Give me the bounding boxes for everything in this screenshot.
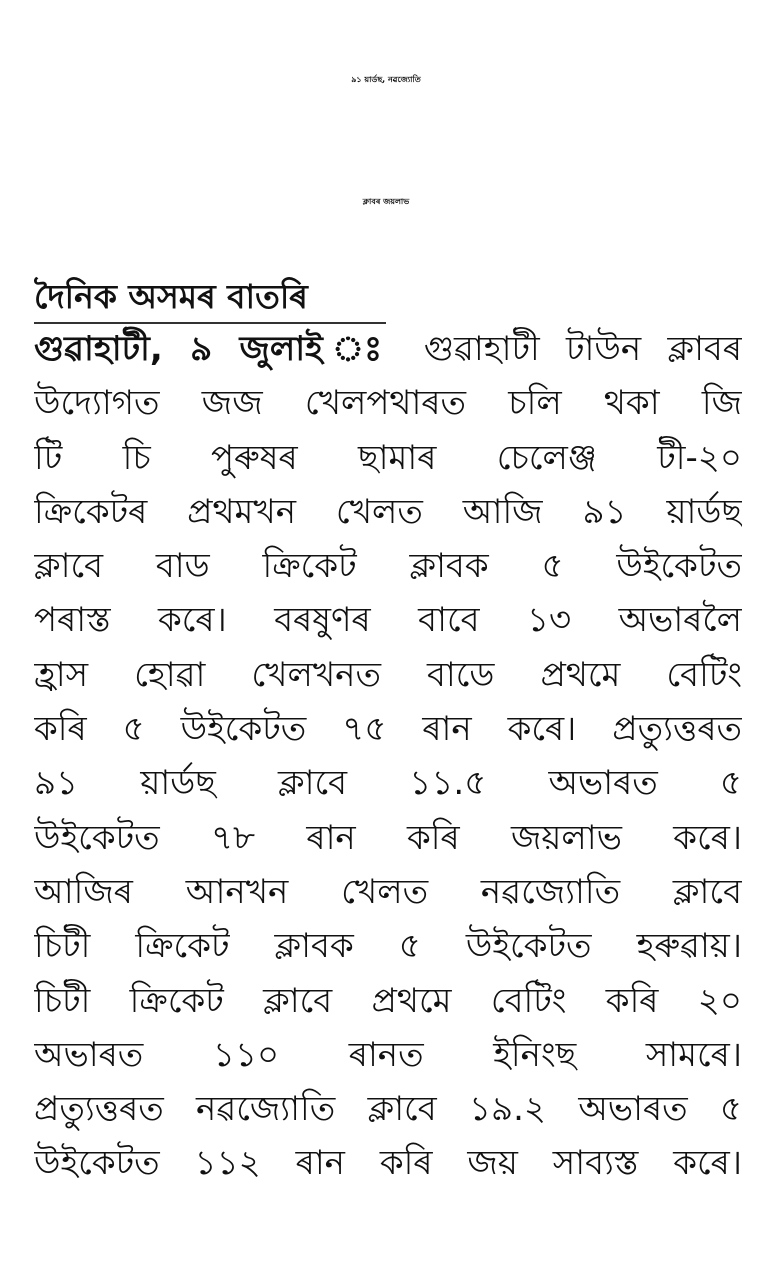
article-body [34,322,742,1272]
headline-line-2: ক্লাবৰ জয়লাভ [362,197,410,206]
article-line: টি চি পুৰুষৰ ছামাৰ চেলেঞ্জ টী-২০ [34,437,742,478]
article-line [34,322,742,376]
article-line: চিটী ক্ৰিকেট ক্লাবক ৫ উইকেটত হৰুৱায়। [34,926,742,967]
article-line: পৰাস্ত কৰে। বৰষুণৰ বাবে ১৩ অভাৰলৈ [34,600,742,641]
article-line: অভাৰত ১১০ ৰানত ইনিংছ সামৰে। [34,1034,742,1075]
article-line: উইকেটত ১১২ ৰান কৰি জয় সাব্যস্ত কৰে। [34,1143,742,1184]
article-line: উইকেটত ৭৮ ৰান কৰি জয়লাভ কৰে। [34,817,742,858]
article-line-text: গুৱাহাটী টাউন ক্লাবৰ [397,329,742,369]
byline: দৈনিক অসমৰ বাতৰি [34,276,386,324]
article-line: ৯১ য়াৰ্ডছ ক্লাবে ১১.৫ অভাৰত ৫ [34,763,742,804]
article-line: প্ৰত্যুত্তৰত নৱজ্যোতি ক্লাবে ১৯.২ অভাৰত ৫ [34,1089,742,1130]
article-line: ক্লাবে বাড ক্ৰিকেট ক্লাবক ৫ উইকেটত [34,546,742,587]
article-line: কৰি ৫ উইকেটত ৭৫ ৰান কৰে। প্ৰত্যুত্তৰত [34,709,742,750]
article-line: হ্ৰাস হোৱা খেলখনত বাডে প্ৰথমে বেটিং [34,654,742,695]
article-line: উদ্যোগত জজ খেলপথাৰত চলি থকা জি [34,383,742,424]
article-line: ক্ৰিকেটৰ প্ৰথমখন খেলত আজি ৯১ য়াৰ্ডছ [34,491,742,532]
dateline: গুৱাহাটী, ৯ জুলাই ঃ [34,329,398,369]
article-line: আজিৰ আনখন খেলত নৱজ্যোতি ক্লাবে [34,871,742,912]
headline-line-1: ৯১ য়াৰ্ডছ, নৱজ্যোতি [351,75,421,84]
article-line: চিটী ক্ৰিকেট ক্লাবে প্ৰথমে বেটিং কৰি ২০ [34,980,742,1021]
